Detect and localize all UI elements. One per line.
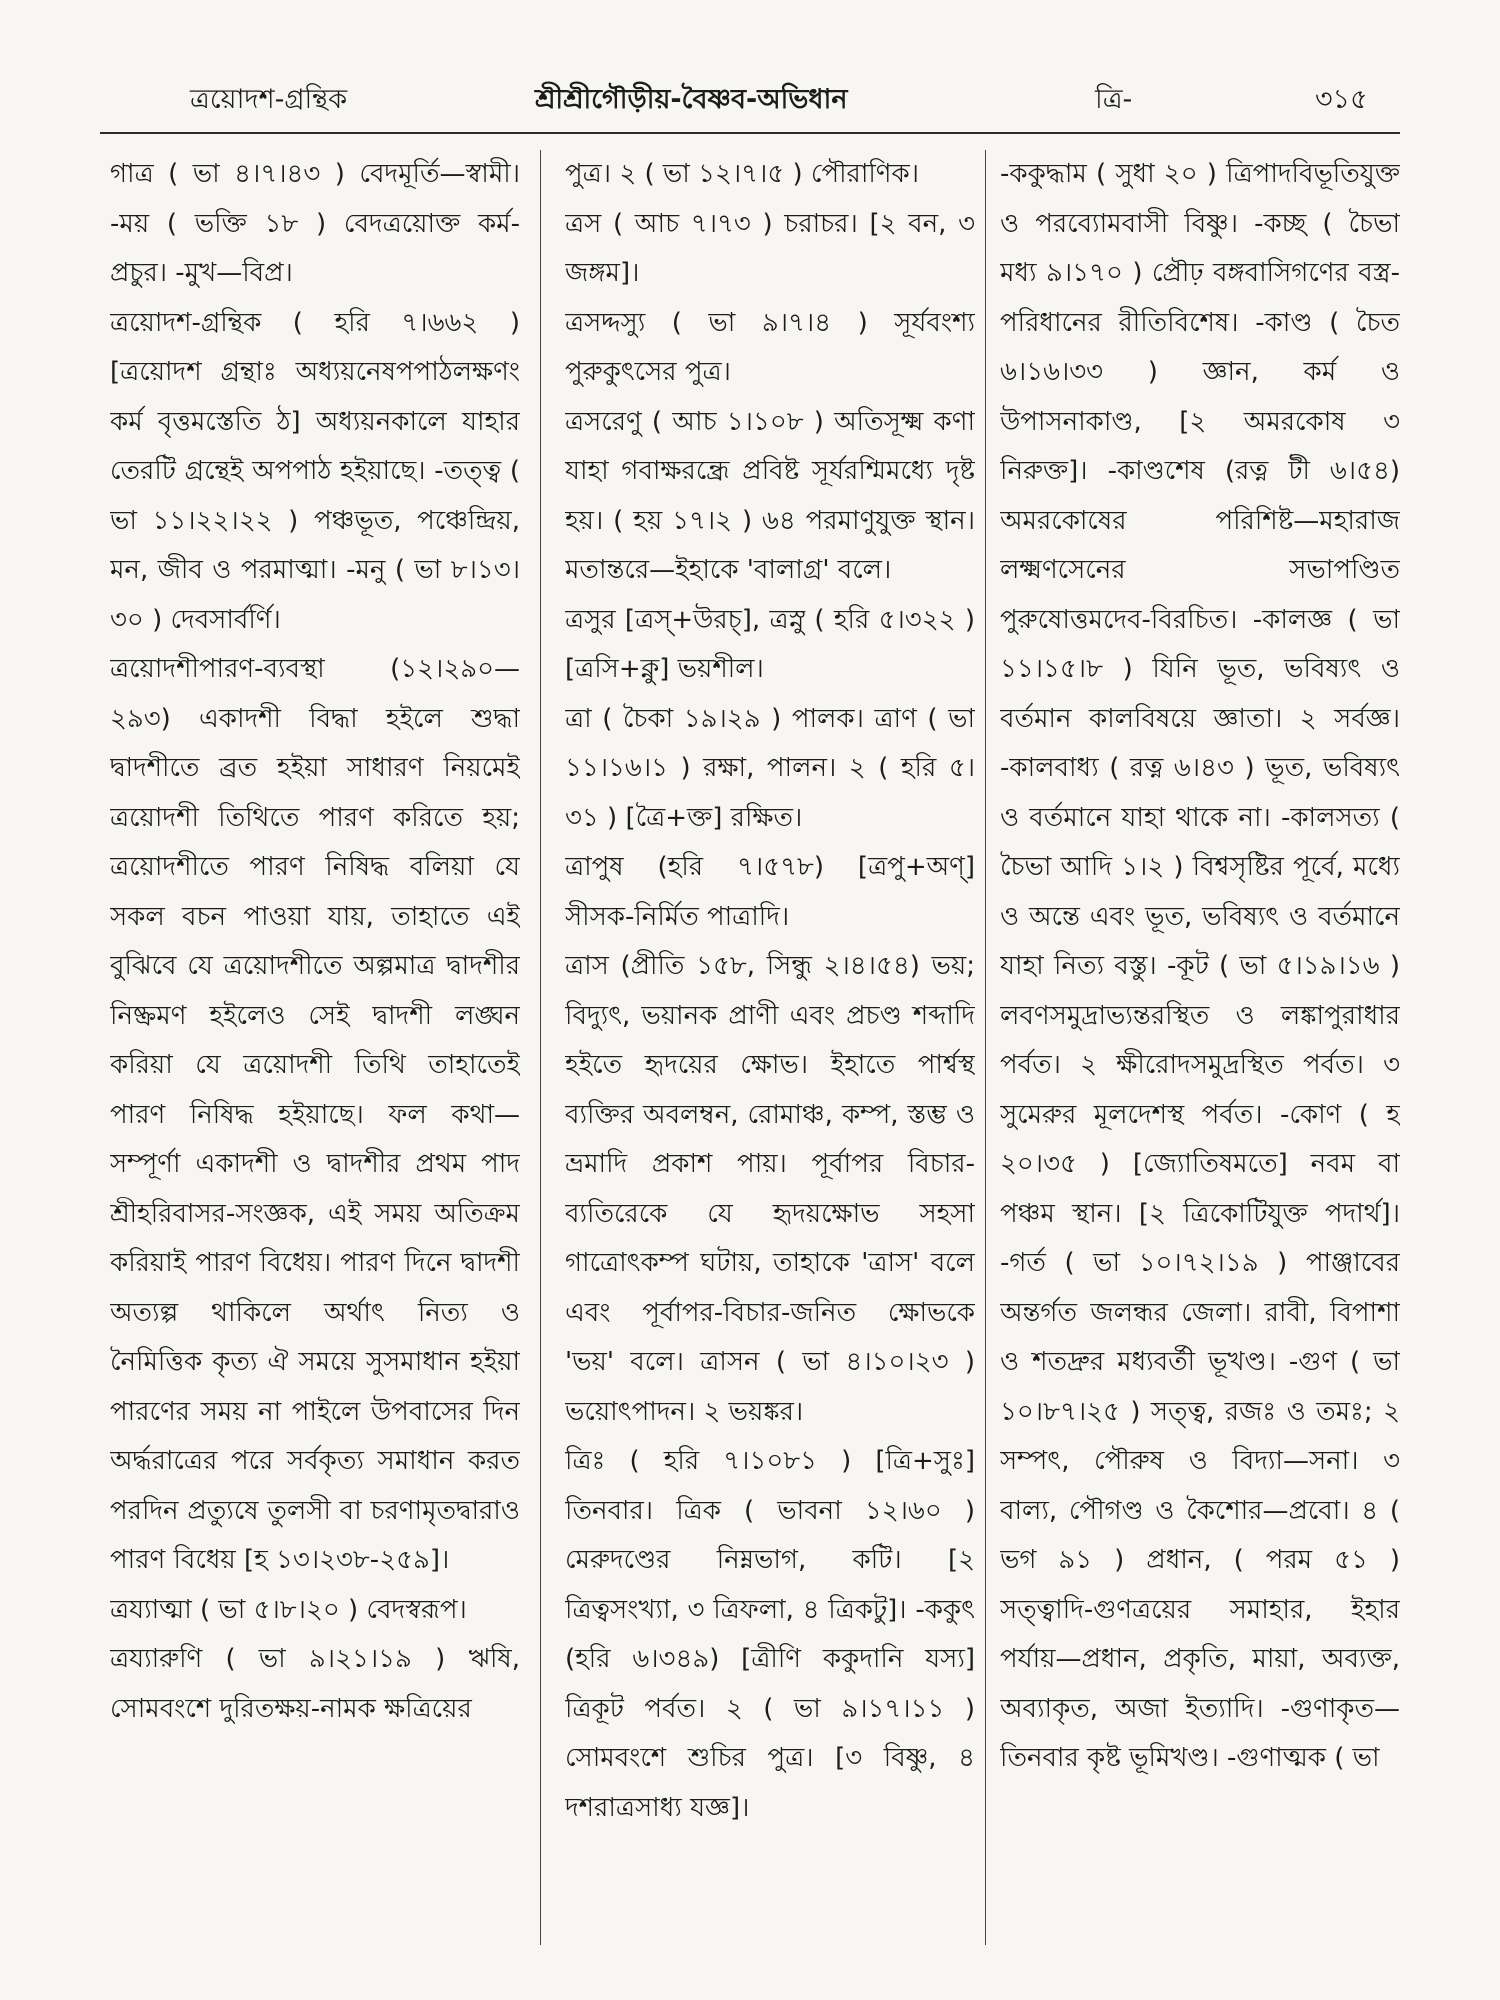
entry: ত্রসুর [ত্রস্+উরচ্], ত্রস্নু ( হরি ৫।৩২২ ) [ত্রসি+ক্নু] ভয়শীল।: [565, 604, 975, 684]
column-divider: [540, 150, 541, 1945]
entry: ত্রয়োদশ-গ্রন্থিক ( হরি ৭।৬৬২ ) [ত্রয়োদশ গ্রন্থাঃ অধ্যয়নেষপপাঠলক্ষণং কর্ম বৃত্তমস্তেতি ঠ] অধ্যয়নকালে যাহার তেরটি গ্রন্থেই অপপাঠ হইয়াছে। -তত্ত্ব ( ভা ১১।২২।২২ ) পঞ্চভূত, পঞ্চেন্দ্রিয়, মন, জীব ও পরমাত্মা। -মনু ( ভা ৮।১৩।৩০ ) দেবসার্বর্ণি।: [110, 307, 520, 635]
entry: গাত্র ( ভা ৪।৭।৪৩ ) বেদমূর্তি—স্বামী। -ময় ( ভক্তি ১৮ ) বেদত্রয়োক্ত কর্ম-প্রচুর। -মুখ—বিপ্র।: [110, 159, 520, 288]
entry: ত্রস ( আচ ৭।৭৩ ) চরাচর। [২ বন, ৩ জঙ্গম]।: [565, 208, 975, 288]
column-2: [565, 150, 975, 1950]
page-number: ৩১৫: [1315, 84, 1368, 115]
entry: ত্রা ( চৈকা ১৯।২৯ ) পালক। ত্রাণ ( ভা ১১।১৬।১ ) রক্ষা, পালন। ২ ( হরি ৫।৩১ ) [ত্রৈ+ক্ত] রক্ষিত।: [565, 703, 975, 833]
dictionary-title: শ্রীশ্রীগৌড়ীয়-বৈষ্ণব-অভিধান: [535, 84, 848, 115]
entry: ত্রয্যারুণি ( ভা ৯।২১।১৯ ) ঋষি, সোমবংশে দুরিতক্ষয়-নামক ক্ষত্রিয়ের: [110, 1644, 520, 1724]
entry: -ককুদ্ধাম ( সুধা ২০ ) ত্রিপাদবিভূতিযুক্ত ও পরব্যোমবাসী বিষ্ণু। -কচ্ছ ( চৈভা মধ্য ৯।১৭০ ) প্রৌঢ় বঙ্গবাসিগণের বস্ত্র-পরিধানের রীতিবিশেষ। -কাণ্ড ( চৈত ৬।১৬।৩৩ ) জ্ঞান, কর্ম ও উপাসনাকাণ্ড, [২ অমরকোষ ৩ নিরুক্ত]। -কাণ্ডশেষ (রত্ন টী ৬।৫৪) অমরকোষের পরিশিষ্ট—মহারাজ লক্ষ্মণসেনের সভাপণ্ডিত পুরুষোত্তমদেব-বিরচিত। -কালজ্ঞ ( ভা ১১।১৫।৮ ) যিনি ভূত, ভবিষ্যৎ ও বর্তমান কালবিষয়ে জ্ঞাতা। ২ সর্বজ্ঞ। -কালবাধ্য ( রত্ন ৬।৪৩ ) ভূত, ভবিষ্যৎ ও বর্তমানে যাহা থাকে না। -কালসত্য ( চৈভা আদি ১।২ ) বিশ্বসৃষ্টির পূর্বে, মধ্যে ও অন্তে এবং ভূত, ভবিষ্যৎ ও বর্তমানে যাহা নিত্য বস্তু। -কূট ( ভা ৫।১৯।১৬ ) লবণসমুদ্রাভ্যন্তরস্থিত ও লঙ্কাপুরাধার পর্বত। ২ ক্ষীরোদসমুদ্রস্থিত পর্বত। ৩ সুমেরুর মূলদেশস্থ পর্বত। -কোণ ( হ ২০।৩৫ ) [জ্যোতিষমতে] নবম বা পঞ্চম স্থান। [২ ত্রিকোটিযুক্ত পদার্থ]। -গর্ত ( ভা ১০।৭২।১৯ ) পাঞ্জাবের অন্তর্গত জলন্ধর জেলা। রাবী, বিপাশা ও শতদ্রুর মধ্যবর্তী ভূখণ্ড। -গুণ ( ভা ১০।৮৭।২৫ ) সত্ত্ব, রজঃ ও তমঃ; ২ সম্পৎ, পৌরুষ ও বিদ্যা—সনা। ৩ বাল্য, পৌগণ্ড ও কৈশোর—প্রবো। ৪ ( ভগ ৯১ ) প্রধান, ( পরম ৫১ ) সত্ত্বাদি-গুণত্রয়ের সমাহার, ইহার পর্যায়—প্রধান, প্রকৃতি, মায়া, অব্যক্ত, অব্যাকৃত, অজা ইত্যাদি। -গুণাকৃত—তিনবার কৃষ্ট ভূমিখণ্ড। -গুণাত্মক ( ভা: [1000, 159, 1400, 1773]
entry: ত্রাস (প্রীতি ১৫৮, সিন্ধু ২।৪।৫৪) ভয়; বিদ্যুৎ, ভয়ানক প্রাণী এবং প্রচণ্ড শব্দাদি হইতে হৃদয়ের ক্ষোভ। ইহাতে পার্শ্বস্থ ব্যক্তির অবলম্বন, রোমাঞ্চ, কম্প, স্তম্ভ ও ভ্রমাদি প্রকাশ পায়। পূর্বাপর বিচার-ব্যতিরেকে যে হৃদয়ক্ষোভ সহসা গাত্রোৎকম্প ঘটায়, তাহাকে 'ত্রাস' বলে এবং পূর্বাপর-বিচার-জনিত ক্ষোভকে 'ভয়' বলে। ত্রাসন ( ভা ৪।১০।২৩ ) ভয়োৎপাদন। ২ ভয়ঙ্কর।: [565, 951, 975, 1427]
entry: ত্রিঃ ( হরি ৭।১০৮১ ) [ত্রি+সুঃ] তিনবার। ত্রিক ( ভাবনা ১২।৬০ ) মেরুদণ্ডের নিম্নভাগ, কটি। [২ ত্রিত্বসংখ্যা, ৩ ত্রিফলা, ৪ ত্রিকটু]। -ককুৎ (হরি ৬।৩৪৯) [ত্রীণি ককুদানি যস্য] ত্রিকূট পর্বত। ২ ( ভা ৯।১৭।১১ ) সোমবংশে শুচির পুত্র। [৩ বিষ্ণু, ৪ দশরাত্রসাধ্য যজ্ঞ]।: [565, 1446, 975, 1823]
left-guide-word: ত্রয়োদশ-গ্রন্থিক: [190, 84, 348, 115]
entry: ত্রাপুষ (হরি ৭।৫৭৮) [ত্রপু+অণ্] সীসক-নির্মিত পাত্রাদি।: [565, 852, 975, 932]
entry: পুত্র। ২ ( ভা ১২।৭।৫ ) পৌরাণিক।: [565, 159, 920, 189]
column-3: [1000, 150, 1400, 1950]
entry: ত্রসরেণু ( আচ ১।১০৮ ) অতিসূক্ষ্ম কণা যাহা গবাক্ষরন্ধ্রে প্রবিষ্ট সূর্যরশ্মিমধ্যে দৃষ্ট হয়। ( হয় ১৭।২ ) ৬৪ পরমাণুযুক্ত স্থান। মতান্তরে—ইহাকে 'বালাগ্র' বলে।: [565, 406, 975, 585]
page-header: [150, 70, 1390, 130]
column-divider: [985, 150, 986, 1945]
entry: ত্রয্যাত্মা ( ভা ৫।৮।২০ ) বেদস্বরূপ।: [110, 1594, 467, 1625]
entry: ত্রসদ্দস্যু ( ভা ৯।৭।৪ ) সূর্যবংশ্য পুরুকুৎসের পুত্র।: [565, 307, 975, 387]
entry: ত্রয়োদশীপারণ-ব্যবস্থা (১২।২৯০—২৯৩) একাদশী বিদ্ধা হইলে শুদ্ধা দ্বাদশীতে ব্রত হইয়া সাধারণ নিয়মেই ত্রয়োদশী তিথিতে পারণ করিতে হয়; ত্রয়োদশীতে পারণ নিষিদ্ধ বলিয়া যে সকল বচন পাওয়া যায়, তাহাতে এই বুঝিবে যে ত্রয়োদশীতে অল্পমাত্র দ্বাদশীর নিষ্ক্রমণ হইলেও সেই দ্বাদশী লঙ্ঘন করিয়া যে ত্রয়োদশী তিথি তাহাতেই পারণ নিষিদ্ধ হইয়াছে। ফল কথা—সম্পূর্ণা একাদশী ও দ্বাদশীর প্রথম পাদ শ্রীহরিবাসর-সংজ্ঞক, এই সময় অতিক্রম করিয়াই পারণ বিধেয়। পারণ দিনে দ্বাদশী অত্যল্প থাকিলে অর্থাৎ নিত্য ও নৈমিত্তিক কৃত্য ঐ সময়ে সুসমাধান হইয়া পারণের সময় না পাইলে উপবাসের দিন অর্দ্ধরাত্রের পরে সর্বকৃত্য সমাধান করত পরদিন প্রত্যুষে তুলসী বা চরণামৃতদ্বারাও পারণ বিধেয় [হ ১৩।২৩৮-২৫৯]।: [110, 654, 520, 1575]
header-rule: [100, 132, 1400, 134]
column-1: [110, 150, 520, 1950]
right-guide-word: ত্রি-: [1095, 84, 1133, 115]
